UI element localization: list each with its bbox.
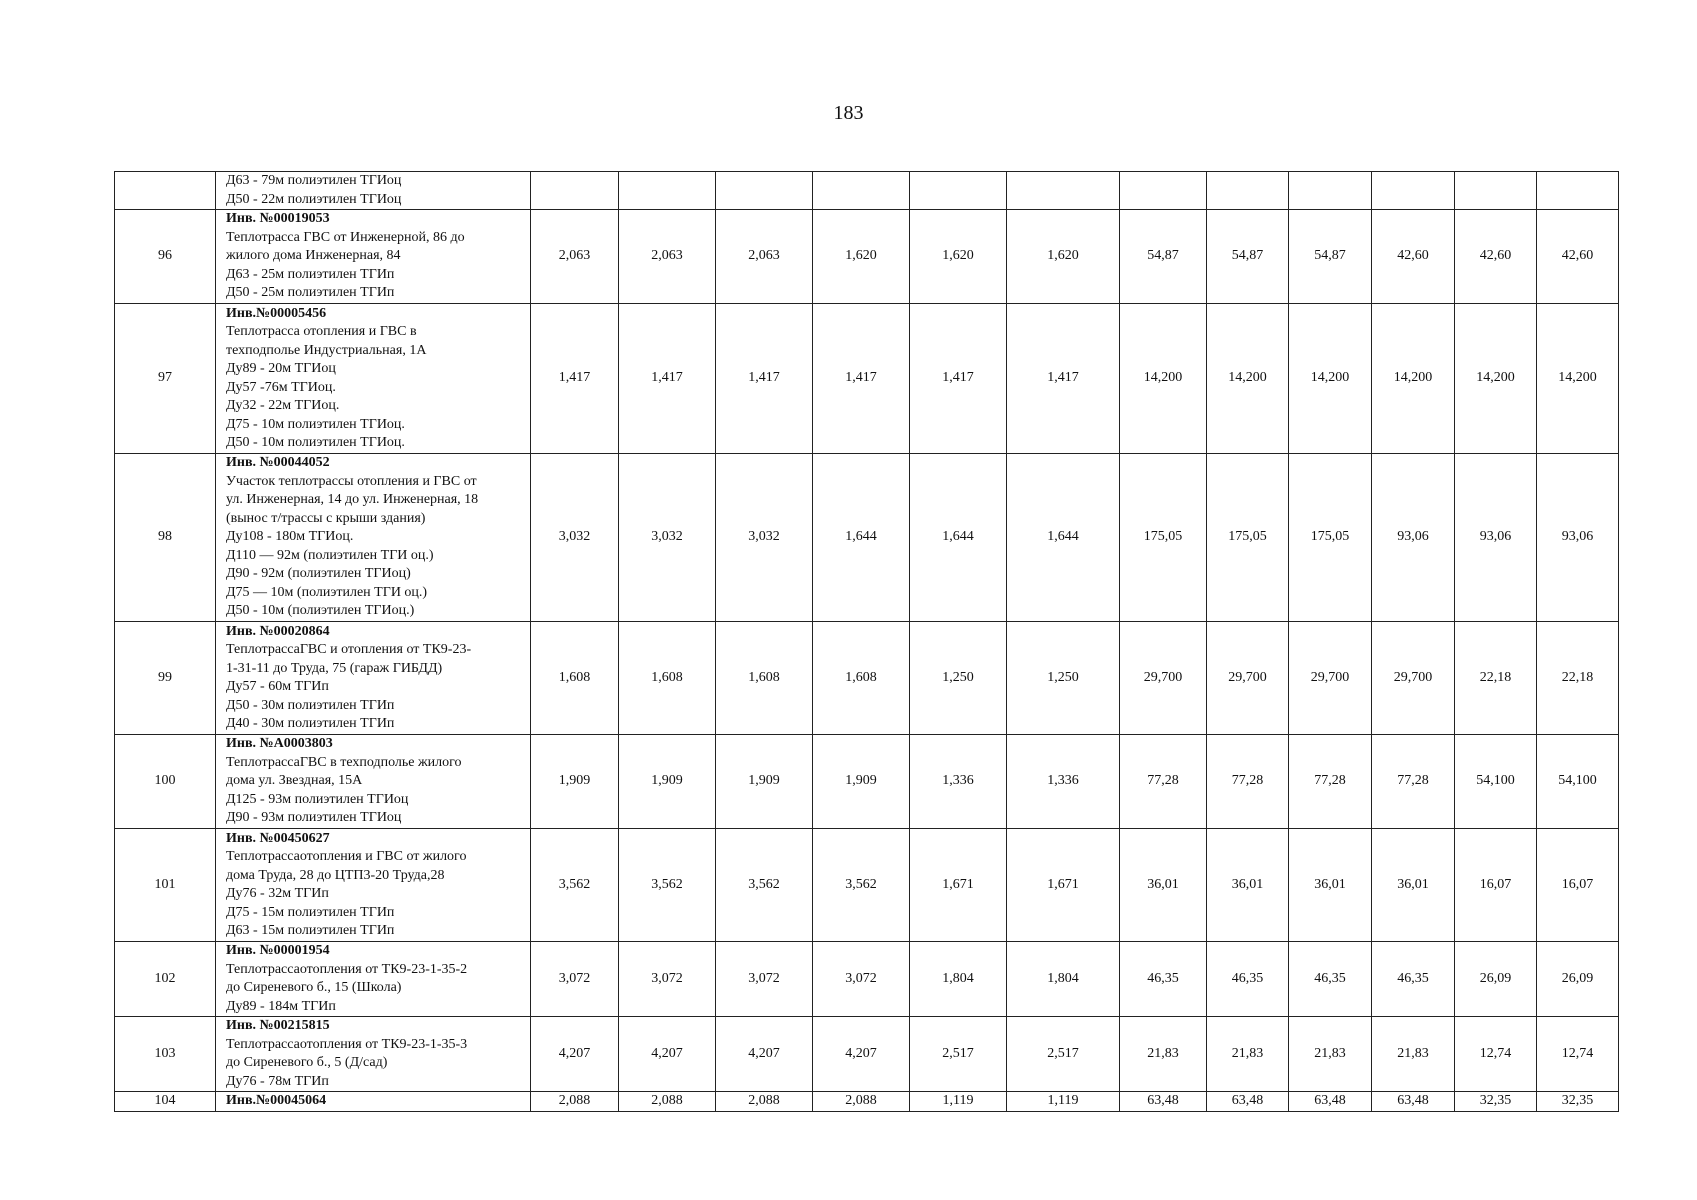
value-cell: 29,700	[1372, 622, 1455, 735]
value-cell: 2,063	[619, 210, 716, 304]
description-line: Д50 - 10м (полиэтилен ТГИоц.)	[226, 603, 415, 619]
description-line: Д40 - 30м полиэтилен ТГИп	[226, 716, 395, 731]
value-cell: 46,35	[1372, 942, 1455, 1017]
value-cell: 42,60	[1372, 210, 1455, 304]
value-cell: 4,207	[531, 1017, 619, 1092]
description-line: Д90 - 92м (полиэтилен ТГИоц)	[226, 566, 411, 582]
description-line: ул. Инженерная, 14 до ул. Инженерная, 18	[226, 492, 479, 508]
description-line: Д90 - 93м полиэтилен ТГИоц	[226, 810, 402, 826]
value-cell: 2,088	[716, 1092, 813, 1112]
value-cell: 21,83	[1207, 1017, 1289, 1092]
value-cell: 14,200	[1289, 304, 1372, 454]
value-cell: 1,909	[716, 735, 813, 829]
value-cell: 2,063	[531, 210, 619, 304]
value-cell: 1,620	[910, 210, 1007, 304]
description-line: Ду76 - 78м ТГИп	[226, 1073, 329, 1089]
value-cell: 3,562	[813, 829, 910, 942]
row-number-cell	[115, 172, 216, 210]
value-cell	[531, 172, 619, 210]
description-line: Ду76 - 32м ТГИп	[226, 886, 329, 901]
value-cell: 1,417	[619, 304, 716, 454]
value-cell: 2,517	[910, 1017, 1007, 1092]
value-cell: 1,250	[1007, 622, 1120, 735]
description-line: Д63 - 15м полиэтилен ТГИп	[226, 923, 395, 938]
value-cell: 2,088	[813, 1092, 910, 1112]
description-line: техподполье Индустриальная, 1А	[226, 342, 427, 358]
value-cell: 14,200	[1372, 304, 1455, 454]
description-line: Ду89 - 20м ТГИоц	[226, 361, 336, 376]
table-row	[115, 172, 1619, 210]
description-line: (вынос т/трассы с крыши здания)	[226, 510, 426, 526]
value-cell: 54,87	[1120, 210, 1207, 304]
value-cell: 2,088	[619, 1092, 716, 1112]
description-line: Теплотрасса ГВС от Инженерной, 86 до	[226, 229, 465, 245]
value-cell: 63,48	[1372, 1092, 1455, 1112]
inventory-number: Инв. №А0003803	[226, 736, 333, 752]
row-number-cell: 96	[115, 210, 216, 304]
value-cell: 3,562	[619, 829, 716, 942]
description-line: Ду57 -76м ТГИоц.	[226, 379, 336, 395]
value-cell	[910, 172, 1007, 210]
value-cell: 1,608	[716, 622, 813, 735]
value-cell: 14,200	[1455, 304, 1537, 454]
value-cell: 54,100	[1455, 735, 1537, 829]
description-line: Д50 - 30м полиэтилен ТГИп	[226, 697, 395, 713]
description-line: Ду57 - 60м ТГИп	[226, 679, 329, 694]
value-cell	[1007, 172, 1120, 210]
value-cell: 3,032	[619, 454, 716, 622]
value-cell: 32,35	[1537, 1092, 1619, 1112]
value-cell	[1207, 172, 1289, 210]
value-cell: 1,608	[531, 622, 619, 735]
value-cell: 3,032	[716, 454, 813, 622]
description-cell	[216, 454, 531, 622]
value-cell: 14,200	[1537, 304, 1619, 454]
value-cell: 1,336	[1007, 735, 1120, 829]
value-cell: 1,671	[910, 829, 1007, 942]
value-cell: 1,336	[910, 735, 1007, 829]
value-cell: 175,05	[1289, 454, 1372, 622]
inventory-number: Инв. №00044052	[226, 455, 330, 471]
inventory-number: Инв.№00005456	[226, 305, 327, 321]
description-line: Теплотрассаотопления и ГВС от жилого	[226, 849, 467, 864]
value-cell: 54,87	[1289, 210, 1372, 304]
value-cell: 175,05	[1207, 454, 1289, 622]
value-cell	[619, 172, 716, 210]
value-cell: 36,01	[1289, 829, 1372, 942]
value-cell: 1,608	[619, 622, 716, 735]
value-cell: 3,072	[716, 942, 813, 1017]
value-cell: 175,05	[1120, 454, 1207, 622]
table-row	[115, 622, 1619, 735]
table-row	[115, 454, 1619, 622]
description-line: Ду32 - 22м ТГИоц.	[226, 398, 340, 413]
row-number-cell: 101	[115, 829, 216, 942]
value-cell: 1,417	[531, 304, 619, 454]
value-cell: 22,18	[1537, 622, 1619, 735]
value-cell: 1,671	[1007, 829, 1120, 942]
description-line: ТеплотрассаГВС в техподполье жилого	[226, 754, 462, 770]
value-cell: 1,119	[910, 1092, 1007, 1112]
value-cell: 1,909	[813, 735, 910, 829]
description-line: до Сиреневого б., 15 (Школа)	[226, 980, 402, 995]
value-cell: 1,250	[910, 622, 1007, 735]
value-cell: 29,700	[1120, 622, 1207, 735]
value-cell	[1537, 172, 1619, 210]
description-line: Теплотрассаотопления от ТК9-23-1-35-2	[226, 961, 468, 977]
value-cell: 4,207	[716, 1017, 813, 1092]
value-cell: 21,83	[1289, 1017, 1372, 1092]
value-cell: 1,909	[619, 735, 716, 829]
table-row	[115, 304, 1619, 454]
value-cell: 4,207	[813, 1017, 910, 1092]
value-cell: 36,01	[1207, 829, 1289, 942]
description-cell	[216, 942, 531, 1017]
table-row	[115, 1017, 1619, 1092]
inventory-number: Инв.№00045064	[226, 1093, 327, 1108]
description-line: дома ул. Звездная, 15А	[226, 773, 363, 789]
value-cell: 12,74	[1537, 1017, 1619, 1092]
value-cell: 77,28	[1120, 735, 1207, 829]
value-cell: 77,28	[1289, 735, 1372, 829]
description-cell	[216, 829, 531, 942]
table-row	[115, 1092, 1619, 1112]
description-line: Д63 - 25м полиэтилен ТГИп	[226, 266, 395, 282]
value-cell: 36,01	[1372, 829, 1455, 942]
value-cell: 77,28	[1372, 735, 1455, 829]
page-number: 183	[833, 102, 864, 124]
row-number-cell: 104	[115, 1092, 216, 1112]
value-cell: 22,18	[1455, 622, 1537, 735]
value-cell: 1,909	[531, 735, 619, 829]
description-cell	[216, 1092, 531, 1112]
value-cell: 1,620	[1007, 210, 1120, 304]
value-cell: 14,200	[1207, 304, 1289, 454]
value-cell: 3,562	[716, 829, 813, 942]
description-line: Д50 - 25м полиэтилен ТГИп	[226, 285, 395, 301]
value-cell: 63,48	[1207, 1092, 1289, 1112]
value-cell: 12,74	[1455, 1017, 1537, 1092]
value-cell: 4,207	[619, 1017, 716, 1092]
value-cell	[813, 172, 910, 210]
value-cell: 16,07	[1455, 829, 1537, 942]
value-cell: 42,60	[1537, 210, 1619, 304]
value-cell: 1,608	[813, 622, 910, 735]
value-cell: 1,417	[1007, 304, 1120, 454]
value-cell	[1455, 172, 1537, 210]
description-line: Д75 - 15м полиэтилен ТГИп	[226, 904, 395, 920]
value-cell: 32,35	[1455, 1092, 1537, 1112]
description-line: Д75 - 10м полиэтилен ТГИоц.	[226, 416, 405, 432]
value-cell: 77,28	[1207, 735, 1289, 829]
description-line: Д50 - 22м полиэтилен ТГИоц	[226, 191, 402, 207]
description-line: Ду89 - 184м ТГИп	[226, 998, 336, 1014]
value-cell: 14,200	[1120, 304, 1207, 454]
description-line: 1-31-11 до Труда, 75 (гараж ГИБДД)	[226, 660, 443, 676]
value-cell: 93,06	[1372, 454, 1455, 622]
value-cell: 54,100	[1537, 735, 1619, 829]
value-cell: 1,644	[910, 454, 1007, 622]
inventory-number: Инв. №00020864	[226, 623, 330, 639]
value-cell: 1,620	[813, 210, 910, 304]
value-cell: 93,06	[1537, 454, 1619, 622]
value-cell: 93,06	[1455, 454, 1537, 622]
value-cell	[1372, 172, 1455, 210]
value-cell: 1,804	[910, 942, 1007, 1017]
table-row	[115, 735, 1619, 829]
value-cell: 1,644	[1007, 454, 1120, 622]
row-number-cell: 100	[115, 735, 216, 829]
value-cell: 54,87	[1207, 210, 1289, 304]
value-cell: 63,48	[1120, 1092, 1207, 1112]
value-cell: 46,35	[1120, 942, 1207, 1017]
value-cell: 1,119	[1007, 1092, 1120, 1112]
description-line: до Сиреневого б., 5 (Д/сад)	[226, 1055, 388, 1070]
value-cell: 26,09	[1455, 942, 1537, 1017]
table-row	[115, 942, 1619, 1017]
value-cell: 36,01	[1120, 829, 1207, 942]
table-row	[115, 829, 1619, 942]
value-cell	[716, 172, 813, 210]
value-cell	[1120, 172, 1207, 210]
description-cell	[216, 210, 531, 304]
description-line: Теплотрасса отопления и ГВС в	[226, 324, 417, 339]
row-number-cell: 97	[115, 304, 216, 454]
value-cell: 3,032	[531, 454, 619, 622]
value-cell: 16,07	[1537, 829, 1619, 942]
value-cell: 29,700	[1289, 622, 1372, 735]
description-cell	[216, 622, 531, 735]
row-number-cell: 103	[115, 1017, 216, 1092]
description-line: Теплотрассаотопления от ТК9-23-1-35-3	[226, 1036, 468, 1052]
value-cell: 1,644	[813, 454, 910, 622]
heat-network-table	[114, 171, 1619, 1112]
description-line: Д125 - 93м полиэтилен ТГИоц	[226, 791, 409, 807]
value-cell: 1,417	[716, 304, 813, 454]
value-cell: 1,417	[910, 304, 1007, 454]
description-line: дома Труда, 28 до ЦТП3-20 Труда,28	[226, 867, 445, 883]
description-line: ТеплотрассаГВС и отопления от ТК9-23-	[226, 642, 472, 657]
table-row	[115, 210, 1619, 304]
value-cell: 21,83	[1372, 1017, 1455, 1092]
value-cell: 42,60	[1455, 210, 1537, 304]
description-cell	[216, 1017, 531, 1092]
value-cell: 26,09	[1537, 942, 1619, 1017]
value-cell: 21,83	[1120, 1017, 1207, 1092]
value-cell: 2,517	[1007, 1017, 1120, 1092]
value-cell: 29,700	[1207, 622, 1289, 735]
value-cell: 3,072	[619, 942, 716, 1017]
value-cell: 1,804	[1007, 942, 1120, 1017]
description-line: Участок теплотрассы отопления и ГВС от	[226, 473, 477, 489]
value-cell: 2,088	[531, 1092, 619, 1112]
row-number-cell: 99	[115, 622, 216, 735]
row-number-cell: 98	[115, 454, 216, 622]
row-number-cell: 102	[115, 942, 216, 1017]
value-cell: 3,562	[531, 829, 619, 942]
description-line: Ду108 - 180м ТГИоц.	[226, 529, 354, 545]
value-cell: 63,48	[1289, 1092, 1372, 1112]
description-line: жилого дома Инженерная, 84	[226, 248, 401, 264]
value-cell: 46,35	[1289, 942, 1372, 1017]
description-line: Д63 - 79м полиэтилен ТГИоц	[226, 173, 402, 188]
description-line: Д50 - 10м полиэтилен ТГИоц.	[226, 435, 405, 450]
inventory-number: Инв. №00001954	[226, 943, 330, 958]
value-cell: 46,35	[1207, 942, 1289, 1017]
value-cell: 3,072	[531, 942, 619, 1017]
description-cell	[216, 735, 531, 829]
inventory-number: Инв. №00019053	[226, 211, 330, 227]
description-line: Д75 — 10м (полиэтилен ТГИ оц.)	[226, 584, 428, 600]
value-cell: 2,063	[716, 210, 813, 304]
value-cell: 3,072	[813, 942, 910, 1017]
value-cell: 1,417	[813, 304, 910, 454]
description-line: Д110 — 92м (полиэтилен ТГИ оц.)	[226, 547, 434, 563]
inventory-number: Инв. №00450627	[226, 830, 330, 846]
inventory-number: Инв. №00215815	[226, 1018, 330, 1033]
description-cell	[216, 304, 531, 454]
description-cell	[216, 172, 531, 210]
value-cell	[1289, 172, 1372, 210]
